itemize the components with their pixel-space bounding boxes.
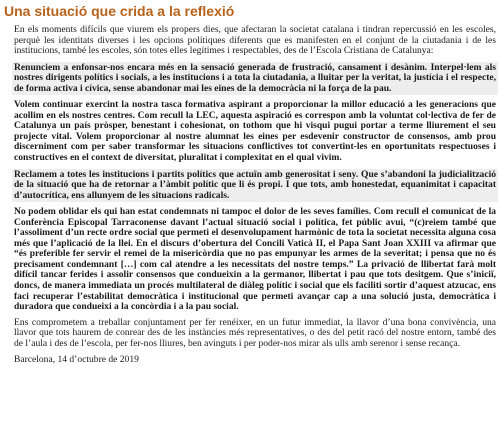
paragraph-education: Volem continuar exercint la nostra tasca formativa aspirant a proporcionar la millor educació a les generacions que acollim en els nostres centres. Com recull la LEC, aquesta aspiració es correspon amb la voluntat col·lectiva de fer de Catalunya un país pròsper, benestant i cohesionat, on tothom que hi visqui pugui portar a terme lliurement el seu projecte vital. Volem proporcionar al nostre alumnat les eines per esdevenir constructor de consensos, amb prou discerniment com per saber transformar les situacions conflictives tot convertint-les en oportunitats respectuoses i constructives en el context de diversitat, pluralitat i complexitat en el qual vivim. [14,99,496,164]
statement-body [14,25,496,429]
page-title: Una situació que crida a la reflexió [4,3,235,19]
paragraph-intro: En els moments difícils que viurem els propers dies, que afectaran la societat catalana i tindran repercussió en les escoles, perquè les identitats diverses i les opcions polítiques diferents que es manifesten en el conjunt de la ciutadania i de les institucions, també les escoles, són totes elles legítimes i respectables, des de l’Escola Cristiana de Catalunya: [14,24,496,57]
paragraph-institutions: Reclamem a totes les institucions i partits polítics que actuïn amb generositat i seny. Que s’abandoni la judicialització de la situació que ha de retornar a l’àmbit polític que li és propi. I que tots, amb honestedat, equanimitat i capacitat d’autocrítica, ens allunyem de les situacions radicals. [14,168,496,201]
paragraph-renounce: Renunciem a enfonsar-nos encara més en la sensació generada de frustració, cansament i desànim. Interpel·lem als nostres dirigents polítics i socials, a les institucions i a tota la ciutadania, a lluitar per la veritat, la justícia i el respecte, de forma activa i cívica, sense abandonar mai les eines de la democràcia ni la força de la pau. [14,61,496,94]
paragraph-condemned: No podem oblidar els qui han estat condemnats ni tampoc el dolor de les seves famílies. Com recull el comunicat de la Conferència Episcopal Tarraconense davant l’actual situació social i política, fet públic avui, “(c)reiem també que l’assoliment d’un recte ordre social que permeti el desenvolupament harmònic de tota la societat necessita alguna cosa més que l’aplicació de la llei. En el discurs d’obertura del Concili Vaticà II, el Papa Sant Joan XXIII va afirmar que “és preferible fer servir el remei de la misericòrdia que no pas empunyar les armes de la severitat; i pensa que no és precisament condemnant […] com cal atendre a les necessitats del nostre temps.” La privació de llibertat farà molt difícil tancar ferides i assolir consensos que condueixin a la germanor, llibertat i pau que tots desitgem. Que s’iniciï, doncs, de manera immediata un procés multilateral de diàleg polític i social que els faciliti sortir d’aquest atzucac, ens faci recuperar l’estabilitat democràtica i institucional que permeti avançar cap a una solució justa, democràtica i duradora que condueixi a la concòrdia i a la pau social. [14,206,496,313]
signoff-date: Barcelona, 14 d’octubre de 2019 [14,354,139,366]
paragraph-commitment: Ens comprometem a treballar conjuntament per fer renéixer, en un futur immediat, la llavor d’una bona convivència, una llavor que tots haurem de conrear des de les instàncies més representatives, o des del petit racó del nostre entorn, també des de l’aula i des de l’escola, per fer-nos lliures, ben avinguts i per poder-nos mirar als ulls amb serenor i sense recança. [14,316,496,349]
